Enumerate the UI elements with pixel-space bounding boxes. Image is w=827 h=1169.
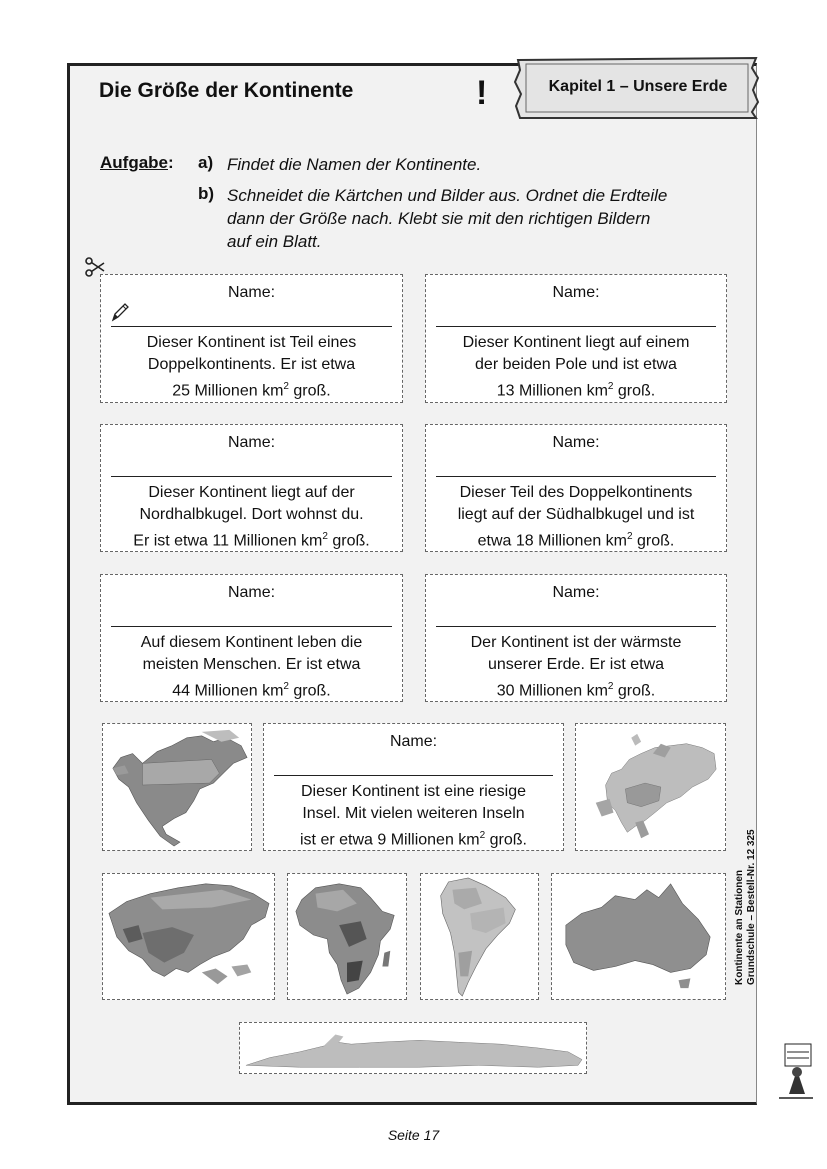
card-name-label: Name:	[227, 434, 276, 451]
name-write-line	[111, 326, 392, 327]
card-desc-line: der beiden Pole und ist etwa	[475, 356, 677, 373]
task-a-key: a)	[198, 153, 214, 172]
card-description	[432, 632, 720, 702]
card-desc-line: Dieser Kontinent liegt auf einem	[462, 334, 690, 351]
card-name-label: Name:	[227, 284, 276, 301]
map-south-america	[420, 873, 539, 1000]
map-africa	[287, 873, 407, 1000]
name-write-line	[111, 626, 392, 627]
page-title: Die Größe der Kontinente	[99, 79, 354, 102]
card-desc-line: Dieser Teil des Doppelkontinents	[459, 484, 693, 501]
exclamation-mark: !	[476, 74, 488, 112]
continent-card	[263, 723, 564, 851]
card-name-label: Name:	[552, 434, 600, 451]
task-b-line3: auf ein Blatt.	[227, 232, 322, 251]
card-desc-line: Der Kontinent ist der wärmste	[470, 634, 682, 651]
continent-card	[425, 274, 727, 403]
map-north-america	[102, 723, 252, 851]
card-description	[107, 482, 396, 552]
pencil-icon	[110, 301, 130, 323]
card-desc-line: 30 Millionen $km^2$ groß.	[496, 681, 656, 700]
card-desc-line: Dieser Kontinent liegt auf der	[148, 484, 355, 501]
continent-card	[100, 574, 403, 702]
name-write-line	[274, 775, 553, 776]
card-desc-line: ist er etwa 9 Millionen $km^2$ groß.	[300, 830, 527, 849]
card-desc-line: Nordhalbkugel. Dort wohnst du.	[139, 506, 364, 523]
task-label-colon: :	[168, 153, 174, 172]
card-description	[432, 482, 720, 552]
task-b-key: b)	[198, 184, 215, 203]
task-b-text	[227, 184, 727, 253]
side-imprint-line1: Kontinente an Stationen	[734, 870, 745, 985]
task-a-text: Findet die Namen der Kontinente.	[227, 155, 482, 174]
page-number: Seite 17	[387, 1127, 440, 1143]
continent-card	[100, 274, 403, 403]
card-name-label: Name:	[227, 584, 276, 601]
task-label	[100, 153, 174, 173]
card-desc-line: Dieser Kontinent ist eine riesige	[300, 783, 526, 800]
card-desc-line: 44 Millionen $km^2$ groß.	[172, 681, 331, 700]
card-desc-line: Doppelkontinents. Er ist etwa	[147, 356, 356, 373]
card-desc-line: Er ist etwa 11 Millionen $km^2$ groß.	[133, 531, 370, 550]
continent-card	[100, 424, 403, 552]
map-australia	[551, 873, 726, 1000]
side-imprint	[734, 785, 758, 985]
card-desc-line: Auf diesem Kontinent leben die	[140, 634, 363, 651]
continent-card	[425, 424, 727, 552]
card-name-label: Name:	[552, 284, 600, 301]
card-desc-line: unserer Erde. Er ist etwa	[487, 656, 665, 673]
card-name-label: Name:	[389, 733, 438, 750]
side-imprint-line2: Grundschule – Bestell-Nr. 12 325	[746, 829, 757, 985]
name-write-line	[436, 326, 716, 327]
card-desc-line: 25 Millionen $km^2$ groß.	[172, 381, 331, 400]
card-description	[432, 332, 720, 402]
continent-card	[425, 574, 727, 702]
name-write-line	[436, 626, 716, 627]
map-antarctica	[239, 1022, 587, 1074]
task-b-line2: dann der Größe nach. Klebt sie mit den richtigen Bildern	[227, 209, 651, 228]
publisher-logo	[775, 1040, 815, 1104]
card-description	[107, 332, 396, 402]
card-desc-line: meisten Menschen. Er ist etwa	[142, 656, 361, 673]
card-description	[270, 781, 557, 851]
card-desc-line: Insel. Mit vielen weiteren Inseln	[302, 805, 525, 822]
card-desc-line: liegt auf der Südhalbkugel und ist	[457, 506, 695, 523]
card-description	[107, 632, 396, 702]
task-b-line1: Schneidet die Kärtchen und Bilder aus. Ordnet die Erdteile	[227, 186, 668, 205]
task-label-text: Aufgabe	[100, 153, 168, 172]
name-write-line	[111, 476, 392, 477]
name-write-line	[436, 476, 716, 477]
map-asia	[102, 873, 275, 1000]
card-desc-line: etwa 18 Millionen $km^2$ groß.	[477, 531, 675, 550]
card-name-label: Name:	[552, 584, 600, 601]
map-europe	[575, 723, 726, 851]
card-desc-line: 13 Millionen $km^2$ groß.	[496, 381, 656, 400]
chapter-label: Kapitel 1 – Unsere Erde	[548, 78, 728, 95]
card-desc-line: Dieser Kontinent ist Teil eines	[146, 334, 357, 351]
